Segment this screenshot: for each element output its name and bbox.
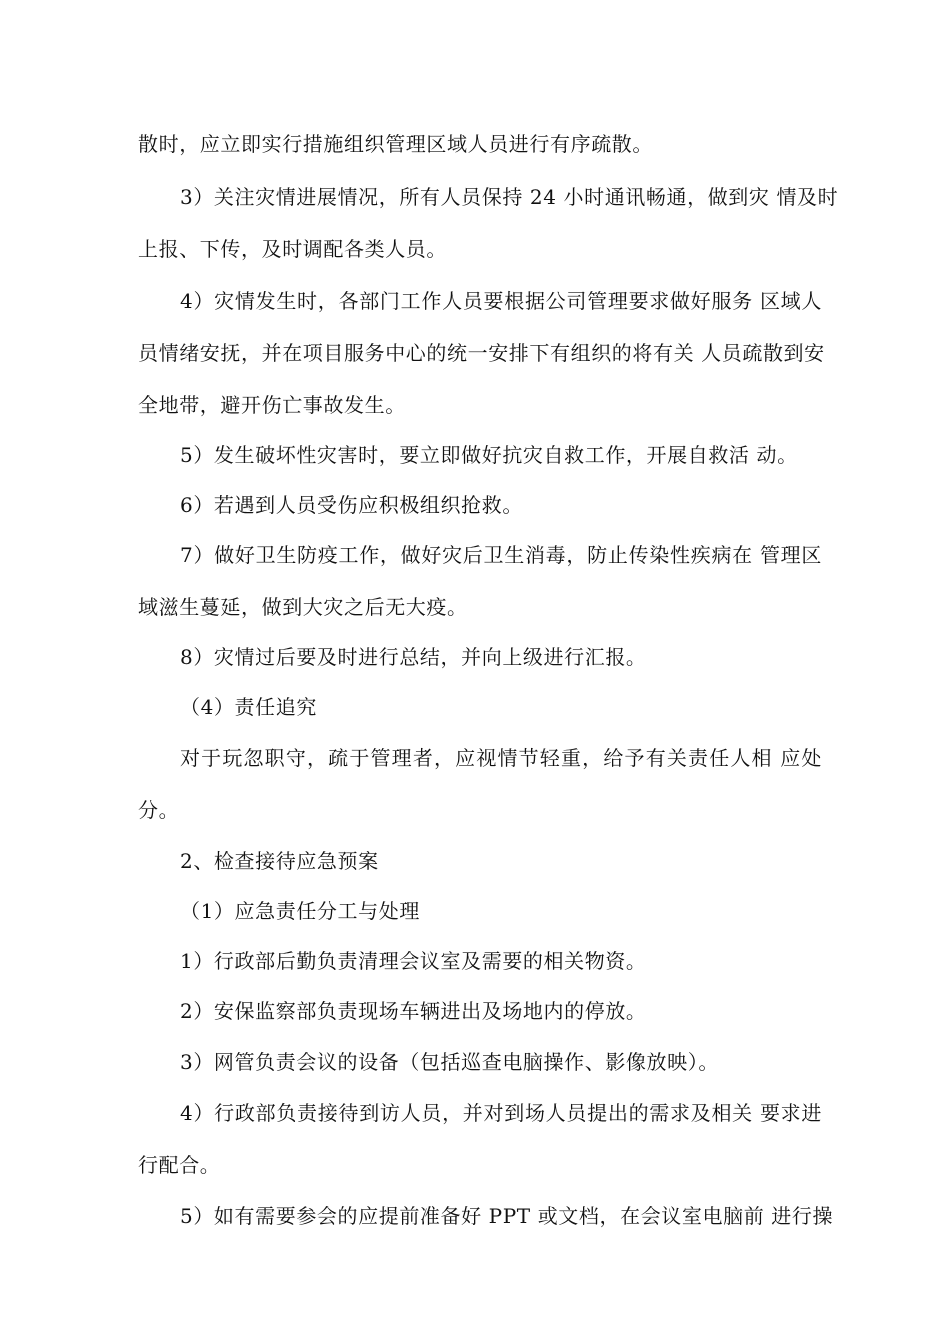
text-line: 3）关注灾情进展情况，所有人员保持 24 小时通讯畅通，做到灾 情及时 [180, 185, 839, 209]
text-line: 5）发生破坏性灾害时，要立即做好抗灾自救工作，开展自救活 动。 [180, 443, 798, 467]
text-line: 散时，应立即实行措施组织管理区域人员进行有序疏散。 [138, 132, 653, 156]
text-line: 4）行政部负责接待到访人员，并对到场人员提出的需求及相关 要求进 [180, 1101, 822, 1125]
text-line: 分。 [138, 798, 180, 822]
section-heading: （4）责任追究 [180, 695, 317, 719]
text-line: 1）行政部后勤负责清理会议室及需要的相关物资。 [180, 949, 647, 973]
text-line: 2）安保监察部负责现场车辆进出及场地内的停放。 [180, 999, 647, 1023]
text-line: 域滋生蔓延，做到大灾之后无大疫。 [138, 595, 468, 619]
text-line: 员情绪安抚，并在项目服务中心的统一安排下有组织的将有关 人员疏散到安 [138, 341, 825, 365]
section-heading: 2、检查接待应急预案 [180, 849, 379, 873]
text-line: 3）网管负责会议的设备（包括巡查电脑操作、影像放映）。 [180, 1050, 719, 1074]
text-line: 5）如有需要参会的应提前准备好 PPT 或文档，在会议室电脑前 进行操 [180, 1204, 834, 1228]
text-line: 全地带，避开伤亡事故发生。 [138, 393, 406, 417]
text-line: 4）灾情发生时，各部门工作人员要根据公司管理要求做好服务 区域人 [180, 289, 822, 313]
text-line: 7）做好卫生防疫工作，做好灾后卫生消毒，防止传染性疾病在 管理区 [180, 543, 822, 567]
section-heading: （1）应急责任分工与处理 [180, 899, 420, 923]
text-line: 上报、下传，及时调配各类人员。 [138, 237, 447, 261]
text-line: 6）若遇到人员受伤应积极组织抢救。 [180, 493, 523, 517]
text-line: 行配合。 [138, 1153, 221, 1177]
text-line: 对于玩忽职守，疏于管理者，应视情节轻重，给予有关责任人相 应处 [180, 746, 822, 770]
text-line: 8）灾情过后要及时进行总结，并向上级进行汇报。 [180, 645, 647, 669]
